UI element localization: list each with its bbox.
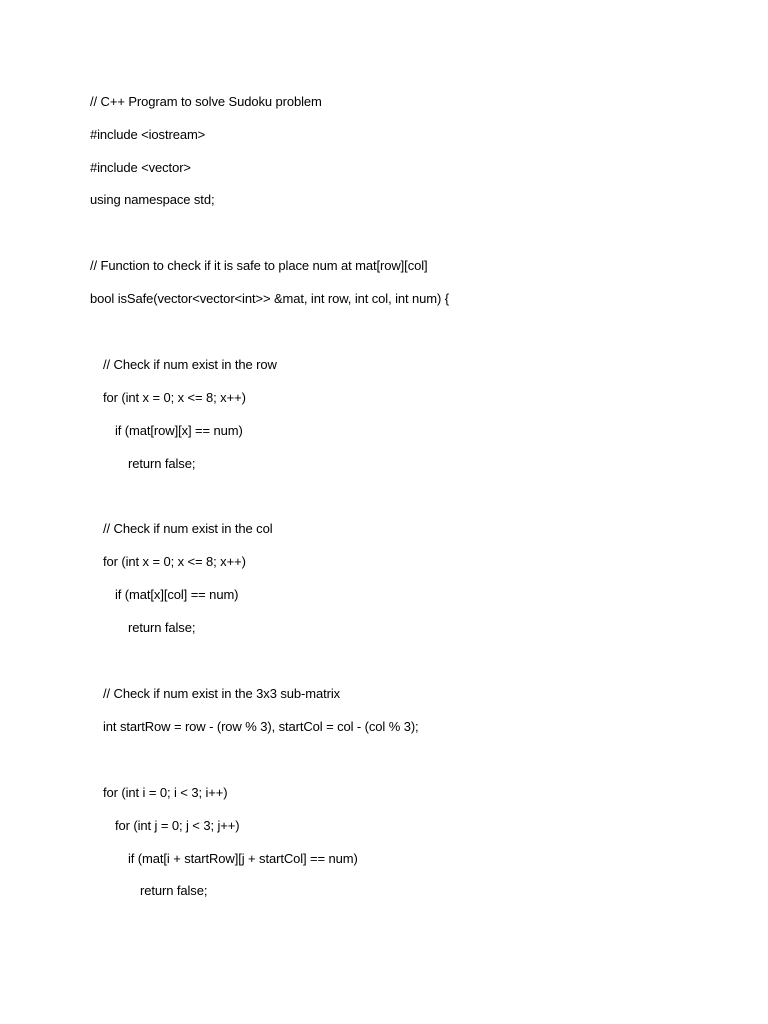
code-line: return false; xyxy=(140,883,208,898)
code-line: return false; xyxy=(128,620,196,635)
code-line: // Function to check if it is safe to place num at mat[row][col] xyxy=(90,258,428,273)
code-line: for (int j = 0; j < 3; j++) xyxy=(115,818,240,833)
code-line: return false; xyxy=(128,456,196,471)
code-line: if (mat[x][col] == num) xyxy=(115,587,239,602)
code-line: bool isSafe(vector<vector<int>> &mat, int row, int col, int num) { xyxy=(90,291,450,306)
code-line: int startRow = row - (row % 3), startCol = col - (col % 3); xyxy=(103,719,419,734)
code-line: #include <vector> xyxy=(90,160,191,175)
code-line: // C++ Program to solve Sudoku problem xyxy=(90,94,322,109)
code-line: // Check if num exist in the row xyxy=(103,357,277,372)
code-line: #include <iostream> xyxy=(90,127,206,142)
code-line: // Check if num exist in the 3x3 sub-matrix xyxy=(103,686,341,701)
code-line: using namespace std; xyxy=(90,192,215,207)
code-line: // Check if num exist in the col xyxy=(103,521,273,536)
code-line: for (int x = 0; x <= 8; x++) xyxy=(103,554,246,569)
code-line: if (mat[i + startRow][j + startCol] == num) xyxy=(128,851,358,866)
code-line: for (int i = 0; i < 3; i++) xyxy=(103,785,228,800)
code-line: for (int x = 0; x <= 8; x++) xyxy=(103,390,246,405)
code-line: if (mat[row][x] == num) xyxy=(115,423,243,438)
